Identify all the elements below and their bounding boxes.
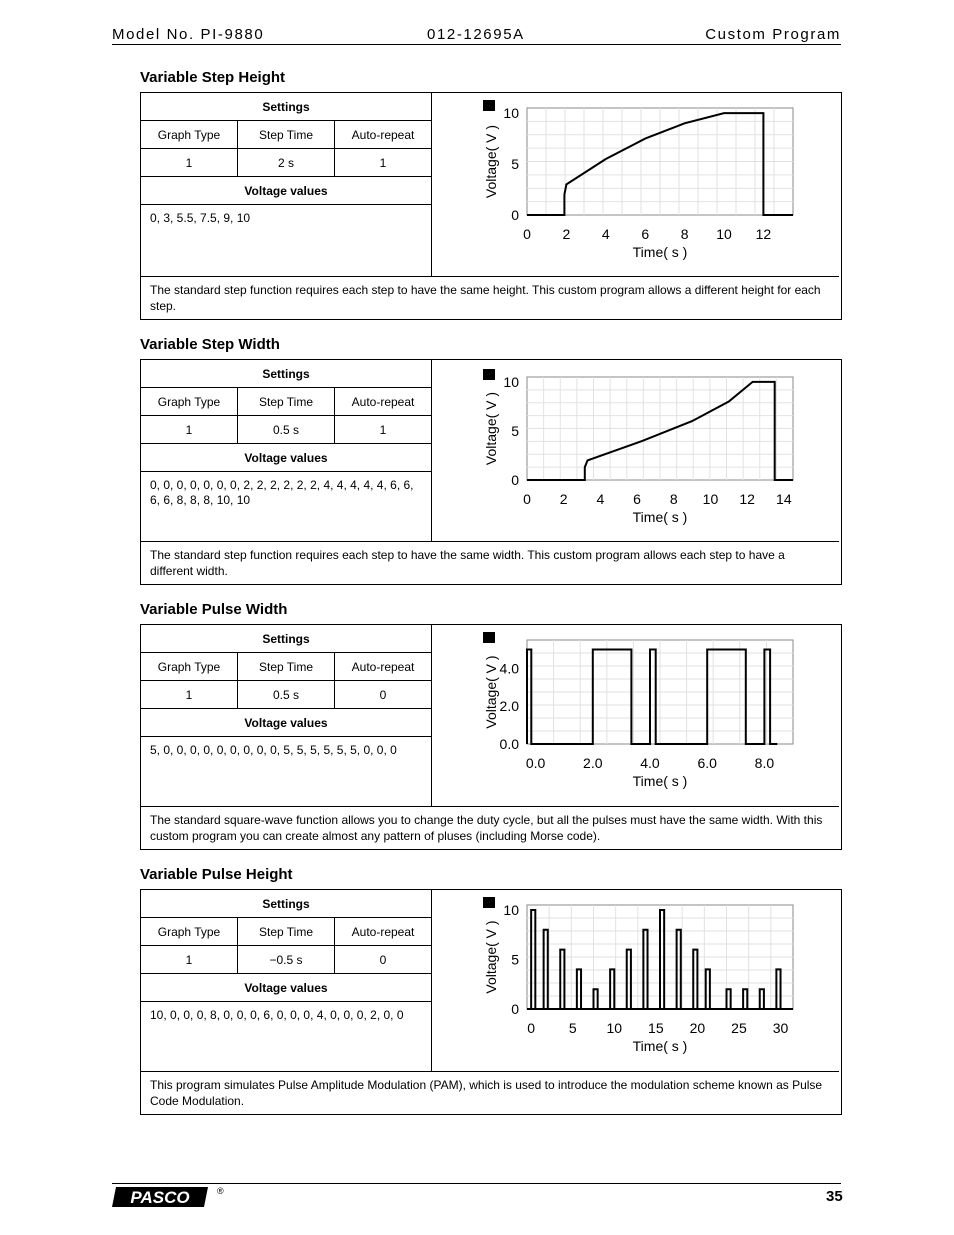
auto-repeat-value: 0 bbox=[334, 946, 431, 973]
x-tick-label: 0 bbox=[523, 226, 531, 242]
settings-header-row bbox=[141, 918, 431, 946]
program-table bbox=[140, 889, 842, 1115]
section-description bbox=[141, 541, 839, 584]
program-table bbox=[140, 624, 842, 850]
step-time-header: Step Time bbox=[237, 121, 334, 148]
legend-marker bbox=[483, 632, 495, 643]
description-text: The standard square-wave function allows you to change the duty cycle, but all the pulses must have the same width. With this custom program you can create almost any pattern of pluses (including Morse code). bbox=[150, 813, 823, 843]
voltage-values-heading: Voltage values bbox=[141, 974, 431, 1002]
y-tick-label: 10 bbox=[503, 901, 519, 918]
x-tick-label: 15 bbox=[648, 1020, 664, 1036]
voltage-values-heading: Voltage values bbox=[141, 444, 431, 472]
svg-text:PASCO: PASCO bbox=[130, 1188, 190, 1207]
graph-type-value: 1 bbox=[185, 687, 193, 702]
x-axis-label: Time( s ) bbox=[632, 1038, 688, 1054]
y-tick-label: 10 bbox=[503, 105, 519, 122]
x-tick-label: 6 bbox=[633, 491, 641, 507]
y-axis-label: Voltage( V ) bbox=[483, 124, 499, 199]
graph-type-value: 1 bbox=[185, 952, 193, 967]
auto-repeat-value: 0 bbox=[334, 681, 431, 708]
x-tick-label: 0 bbox=[523, 491, 531, 507]
x-tick-label: 20 bbox=[689, 1020, 706, 1036]
x-axis-label: Time( s ) bbox=[632, 773, 688, 789]
x-tick-label: 4.0 bbox=[640, 755, 660, 771]
legend-marker bbox=[483, 897, 495, 908]
pasco-logo bbox=[112, 1187, 208, 1207]
graph-panel bbox=[432, 93, 841, 276]
y-tick-label: 0 bbox=[511, 1001, 519, 1017]
description-text: The standard step function requires each step to have the same width. This custom program allows each step to have a different width. bbox=[150, 548, 785, 578]
settings-header-row bbox=[141, 653, 431, 681]
y-tick-label: 10 bbox=[503, 373, 519, 390]
section-title: Variable Pulse Width bbox=[140, 601, 288, 618]
graph-type-header: Graph Type bbox=[157, 659, 221, 674]
graph-type-value: 1 bbox=[185, 155, 193, 170]
legend-marker bbox=[483, 369, 495, 380]
voltage-values-heading: Voltage values bbox=[141, 177, 431, 205]
x-tick-label: 6.0 bbox=[697, 755, 717, 771]
step-time-value: 0.5 s bbox=[237, 416, 334, 443]
graph-panel bbox=[432, 360, 841, 541]
page-header bbox=[112, 24, 841, 45]
settings-panel bbox=[141, 890, 432, 1071]
settings-header-row bbox=[141, 388, 431, 416]
voltage-time-chart bbox=[432, 360, 841, 541]
page-number: 35 bbox=[826, 1188, 843, 1205]
settings-header-row bbox=[141, 121, 431, 149]
x-tick-label: 2.0 bbox=[583, 755, 603, 771]
footer-rule bbox=[112, 1183, 841, 1184]
settings-value-row bbox=[141, 681, 431, 709]
graph-panel bbox=[432, 625, 841, 806]
x-tick-label: 25 bbox=[731, 1020, 747, 1036]
y-tick-label: 0 bbox=[511, 472, 519, 488]
y-tick-label: 5 bbox=[511, 951, 519, 968]
settings-value-row bbox=[141, 149, 431, 177]
step-time-header: Step Time bbox=[237, 918, 334, 945]
y-tick-label: 2.0 bbox=[499, 698, 519, 715]
section-description bbox=[141, 806, 839, 849]
x-tick-label: 4 bbox=[596, 491, 605, 507]
auto-repeat-header: Auto-repeat bbox=[334, 121, 431, 148]
voltage-time-chart bbox=[432, 625, 841, 806]
settings-panel bbox=[141, 93, 432, 276]
x-tick-label: 10 bbox=[716, 226, 732, 242]
program-table bbox=[140, 92, 842, 320]
section-title: Variable Pulse Height bbox=[140, 866, 293, 883]
settings-heading: Settings bbox=[141, 890, 431, 918]
x-tick-label: 10 bbox=[702, 491, 719, 507]
description-text: The standard step function requires each step to have the same height. This custom program allows a different height for each step. bbox=[150, 283, 821, 313]
y-axis-label: Voltage( V ) bbox=[483, 655, 499, 729]
x-tick-label: 30 bbox=[772, 1020, 789, 1036]
legend-marker bbox=[483, 100, 495, 111]
settings-heading: Settings bbox=[141, 625, 431, 653]
voltage-values-list: 0, 3, 5.5, 7.5, 9, 10 bbox=[150, 211, 251, 225]
auto-repeat-header: Auto-repeat bbox=[334, 388, 431, 415]
x-tick-label: 10 bbox=[606, 1020, 623, 1036]
section-title: Variable Step Width bbox=[140, 336, 280, 353]
graph-type-value: 1 bbox=[185, 422, 193, 437]
settings-heading: Settings bbox=[141, 93, 431, 121]
section-name: Custom Program bbox=[705, 26, 841, 43]
x-axis-label: Time( s ) bbox=[632, 244, 688, 260]
section-description bbox=[141, 1071, 839, 1114]
settings-value-row bbox=[141, 946, 431, 974]
x-tick-label: 2 bbox=[559, 491, 568, 507]
y-tick-label: 0 bbox=[511, 207, 519, 223]
y-axis-label: Voltage( V ) bbox=[483, 391, 499, 466]
graph-type-header: Graph Type bbox=[157, 924, 221, 939]
x-tick-label: 5 bbox=[568, 1020, 577, 1036]
settings-value-row bbox=[141, 416, 431, 444]
y-axis-label: Voltage( V ) bbox=[483, 920, 499, 994]
program-table bbox=[140, 359, 842, 585]
x-axis-label: Time( s ) bbox=[632, 509, 688, 525]
y-tick-label: 0.0 bbox=[499, 736, 519, 752]
auto-repeat-header: Auto-repeat bbox=[334, 918, 431, 945]
x-tick-label: 6 bbox=[641, 226, 650, 242]
y-tick-label: 4.0 bbox=[499, 660, 519, 677]
x-tick-label: 12 bbox=[739, 491, 755, 507]
document-number: 012-12695A bbox=[427, 26, 525, 43]
section-title: Variable Step Height bbox=[140, 69, 286, 86]
x-tick-label: 14 bbox=[776, 491, 792, 507]
step-time-value: 2 s bbox=[237, 149, 334, 176]
step-time-header: Step Time bbox=[237, 653, 334, 680]
graph-panel bbox=[432, 890, 841, 1071]
registered-mark: ® bbox=[217, 1186, 224, 1196]
x-tick-label: 2 bbox=[562, 226, 571, 242]
x-tick-label: 0 bbox=[527, 1020, 536, 1036]
x-tick-label: 4 bbox=[601, 226, 610, 242]
x-tick-label: 8 bbox=[680, 226, 689, 242]
auto-repeat-header: Auto-repeat bbox=[334, 653, 431, 680]
y-tick-label: 5 bbox=[511, 156, 519, 173]
voltage-values-list: 5, 0, 0, 0, 0, 0, 0, 0, 0, 0, 5, 5, 5, 5, 5, 5, 0, 0, 0 bbox=[150, 743, 397, 757]
settings-panel bbox=[141, 360, 432, 541]
model-number: Model No. PI-9880 bbox=[112, 26, 265, 43]
x-tick-label: 8 bbox=[669, 491, 678, 507]
graph-type-header: Graph Type bbox=[157, 394, 221, 409]
voltage-values-list: 10, 0, 0, 0, 8, 0, 0, 0, 6, 0, 0, 0, 4, 0, 0, 0, 2, 0, 0 bbox=[150, 1008, 404, 1022]
section-description bbox=[141, 276, 839, 319]
graph-type-header: Graph Type bbox=[157, 127, 221, 142]
y-tick-label: 5 bbox=[511, 422, 519, 439]
voltage-time-chart bbox=[432, 93, 841, 276]
x-tick-label: 8.0 bbox=[754, 755, 775, 771]
step-time-value: 0.5 s bbox=[237, 681, 334, 708]
x-tick-label: 0.0 bbox=[525, 755, 546, 771]
step-time-header: Step Time bbox=[237, 388, 334, 415]
auto-repeat-value: 1 bbox=[334, 149, 431, 176]
voltage-values-list: 0, 0, 0, 0, 0, 0, 0, 2, 2, 2, 2, 2, 2, 4, 4, 4, 4, 4, 6, 6, 6, 6, 8, 8, 8, 10, 10 bbox=[150, 478, 414, 507]
description-text: This program simulates Pulse Amplitude Modulation (PAM), which is used to introduce the modulation scheme known as Pulse Code Modulation. bbox=[150, 1078, 823, 1108]
settings-heading: Settings bbox=[141, 360, 431, 388]
settings-panel bbox=[141, 625, 432, 806]
voltage-time-chart bbox=[432, 890, 841, 1071]
voltage-values-heading: Voltage values bbox=[141, 709, 431, 737]
auto-repeat-value: 1 bbox=[334, 416, 431, 443]
x-tick-label: 12 bbox=[755, 226, 772, 242]
step-time-value: −0.5 s bbox=[237, 946, 334, 973]
